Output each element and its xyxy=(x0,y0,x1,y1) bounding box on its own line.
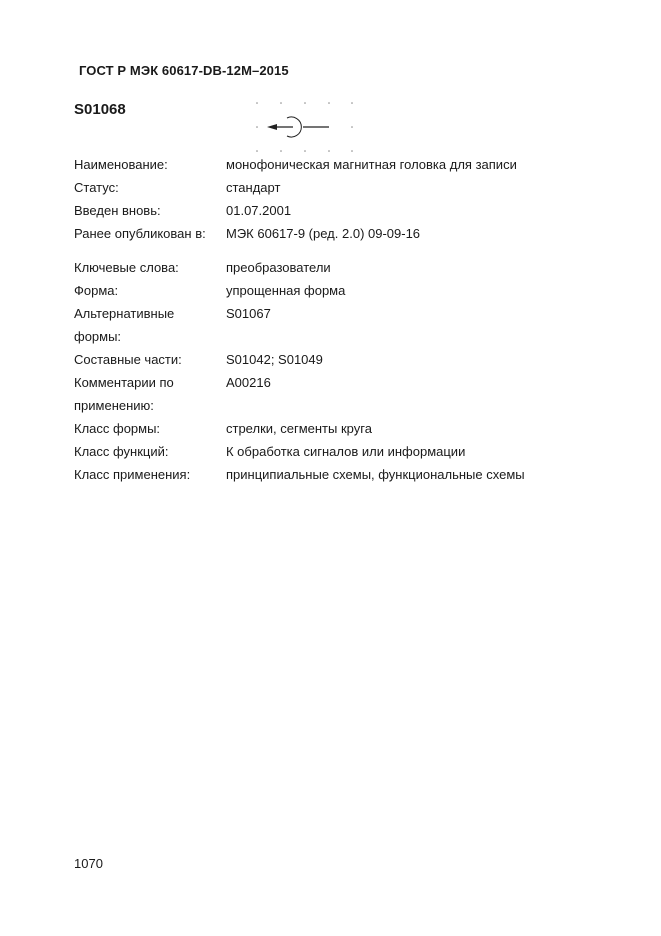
field-application-notes xyxy=(74,371,634,417)
field-value: принципиальные схемы, функциональные схемы xyxy=(226,467,525,482)
field-keywords xyxy=(74,256,634,279)
field-application-class xyxy=(74,463,634,486)
field-label: Класс формы: xyxy=(74,421,161,436)
magnetic-recording-head-icon xyxy=(250,98,360,156)
field-label: Альтернативные формы: xyxy=(74,306,175,344)
field-label: Ранее опубликован в: xyxy=(74,226,206,241)
field-function-class xyxy=(74,440,634,463)
field-label: Статус: xyxy=(74,180,119,195)
field-value: 01.07.2001 xyxy=(226,203,292,218)
field-value: A00216 xyxy=(226,375,271,390)
field-label: Класс применения: xyxy=(74,467,191,482)
field-introduced xyxy=(74,199,634,222)
field-value: стандарт xyxy=(226,180,281,195)
field-alternative-forms xyxy=(74,302,634,348)
field-shape-class xyxy=(74,417,634,440)
field-label: Форма: xyxy=(74,283,119,298)
field-label: Наименование: xyxy=(74,157,168,172)
field-value: МЭК 60617-9 (ред. 2.0) 09-09-16 xyxy=(226,226,421,241)
field-components xyxy=(74,348,634,371)
field-label: Комментарии по применению: xyxy=(74,375,174,413)
document-standard-title: ГОСТ Р МЭК 60617-DB-12M–2015 xyxy=(79,63,289,78)
symbol-id: S01068 xyxy=(74,101,126,118)
field-value: стрелки, сегменты круга xyxy=(226,421,372,436)
field-label: Класс функций: xyxy=(74,444,169,459)
field-previously-published xyxy=(74,222,634,245)
page-number: 1070 xyxy=(74,856,103,871)
field-value: К обработка сигналов или информации xyxy=(226,444,466,459)
field-label: Введен вновь: xyxy=(74,203,161,218)
field-label: Составные части: xyxy=(74,352,182,367)
field-label: Ключевые слова: xyxy=(74,260,179,275)
field-value: преобразователи xyxy=(226,260,331,275)
symbol-properties xyxy=(74,153,634,486)
field-value: монофоническая магнитная головка для записи xyxy=(226,157,517,172)
field-value: S01042; S01049 xyxy=(226,352,323,367)
field-status xyxy=(74,176,634,199)
field-name xyxy=(74,153,634,176)
field-value: S01067 xyxy=(226,306,271,321)
field-value: упрощенная форма xyxy=(226,283,346,298)
field-form xyxy=(74,279,634,302)
